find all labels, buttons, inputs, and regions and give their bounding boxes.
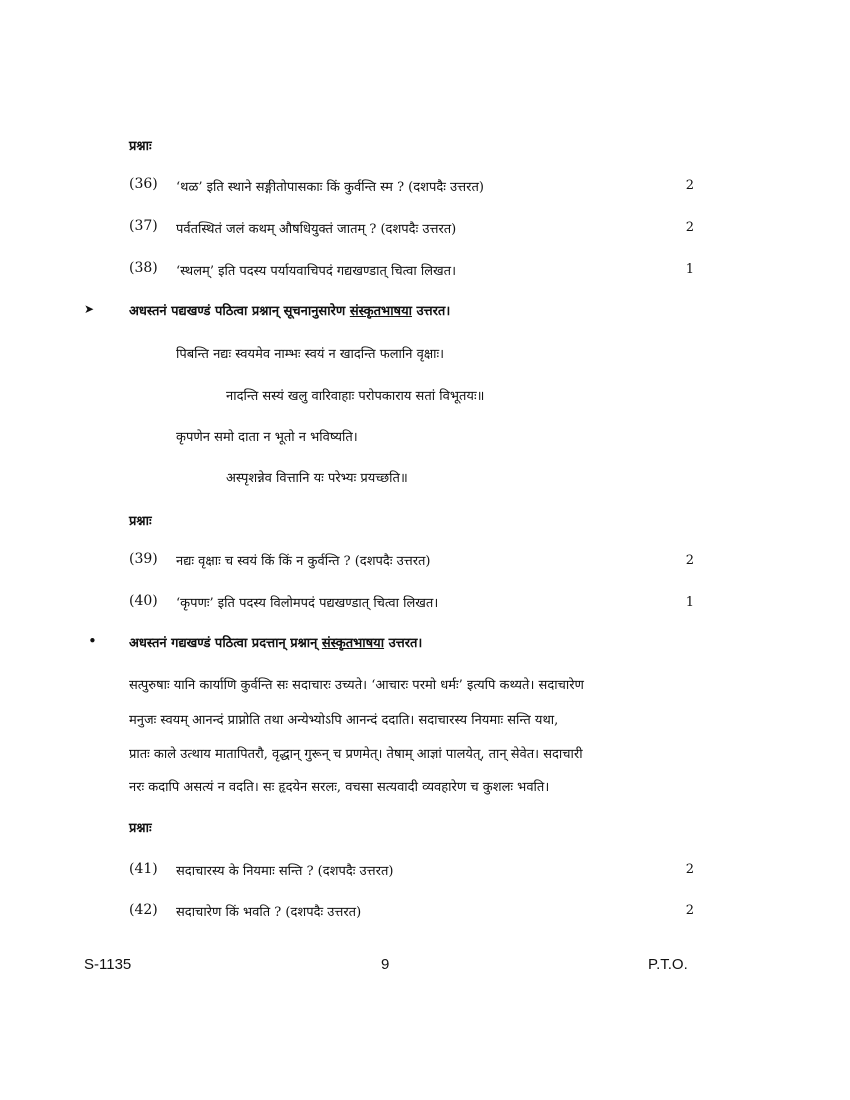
verse-line: अस्पृशन्नेव वित्तानि यः परेभ्यः प्रयच्छति॥ [226,471,408,486]
prose-instruction [129,633,422,651]
questions-label: प्रश्नाः [129,139,152,154]
instruction-underlined: संस्कृतभाषया [321,636,385,651]
question-text: पर्वतस्थितं जलं कथम् औषधियुक्तं जातम् ? (दशपदैः उत्तरत) [176,222,457,237]
question-text: ‘स्थलम्’ इति पदस्य पर्यायवाचिपदं गद्यखण्डात् चित्वा लिखत। [176,264,456,279]
questions-label: प्रश्नाः [129,514,152,529]
arrow-bullet-icon: ➤ [84,302,95,316]
question-marks: 2 [685,553,694,568]
paper-code: S-1135 [84,956,132,973]
question-marks: 2 [685,220,694,235]
paragraph-line: नरः कदापि असत्यं न वदति। सः हृदयेन सरलः, वचसा सत्यवादी व्यवहारेण च कुशलः भवति। [129,780,550,795]
question-number: (41) [129,861,158,877]
paragraph-line: सत्पुरुषाः यानि कार्याणि कुर्वन्ति सः सदाचारः उच्यते। ‘आचारः परमो धर्मः’ इत्यपि कथ्यते। सदाचारेण [129,678,584,693]
question-marks: 2 [685,178,694,193]
question-text: सदाचारेण किं भवति ? (दशपदैः उत्तरत) [176,905,362,920]
question-number: (39) [129,551,158,567]
question-number: (37) [129,218,158,234]
verse-line: नादन्ति सस्यं खलु वारिवाहाः परोपकाराय सतां विभूतयः॥ [226,389,485,404]
question-number: (40) [129,593,158,609]
question-marks: 1 [685,595,694,610]
dot-bullet-icon: • [88,632,97,650]
verse-line: कृपणेन समो दाता न भूतो न भविष्यति। [176,430,358,445]
question-number: (38) [129,260,158,276]
instruction-text-end: उत्तरत। [411,304,451,319]
page-number: 9 [381,956,390,973]
question-marks: 2 [685,903,694,918]
poem-instruction [129,301,450,319]
question-number: (36) [129,176,158,192]
question-marks: 2 [685,862,694,877]
instruction-text: अधस्तनं गद्यखण्डं पठित्वा प्रदत्तान् प्रश्नान् [129,636,322,651]
paragraph-line: मनुजः स्वयम् आनन्दं प्राप्नोति तथा अन्येभ्योऽपि आनन्दं ददाति। सदाचारस्य नियमाः सन्ति यथा, [129,713,559,728]
instruction-text: अधस्तनं पद्यखण्डं पठित्वा प्रश्नान् सूचनानुसारेण [129,304,350,319]
question-marks: 1 [685,262,694,277]
questions-label: प्रश्नाः [129,821,152,836]
question-text: सदाचारस्य के नियमाः सन्ति ? (दशपदैः उत्तरत) [176,864,394,879]
question-text: नद्यः वृक्षाः च स्वयं किं किं न कुर्वन्ति ? (दशपदैः उत्तरत) [176,554,431,569]
instruction-text-end: उत्तरत। [384,636,423,651]
paragraph-line: प्रातः काले उत्थाय मातापितरौ, वृद्धान् गुरून् च प्रणमेत्। तेषाम् आज्ञां पालयेत्, तान् सेवेत। सदाचारी [129,747,583,762]
instruction-underlined: संस्कृतभाषया [349,304,412,319]
verse-line: पिबन्ति नद्यः स्वयमेव नाम्भः स्वयं न खादन्ति फलानि वृक्षाः। [176,347,445,362]
question-text: ‘कृपणः’ इति पदस्य विलोमपदं पद्यखण्डात् चित्वा लिखत। [176,596,439,611]
pto-label: P.T.O. [648,956,688,973]
question-number: (42) [129,902,158,918]
question-text: ‘थळ’ इति स्थाने सङ्गीतोपासकाः किं कुर्वन्ति स्म ? (दशपदैः उत्तरत) [176,180,484,195]
